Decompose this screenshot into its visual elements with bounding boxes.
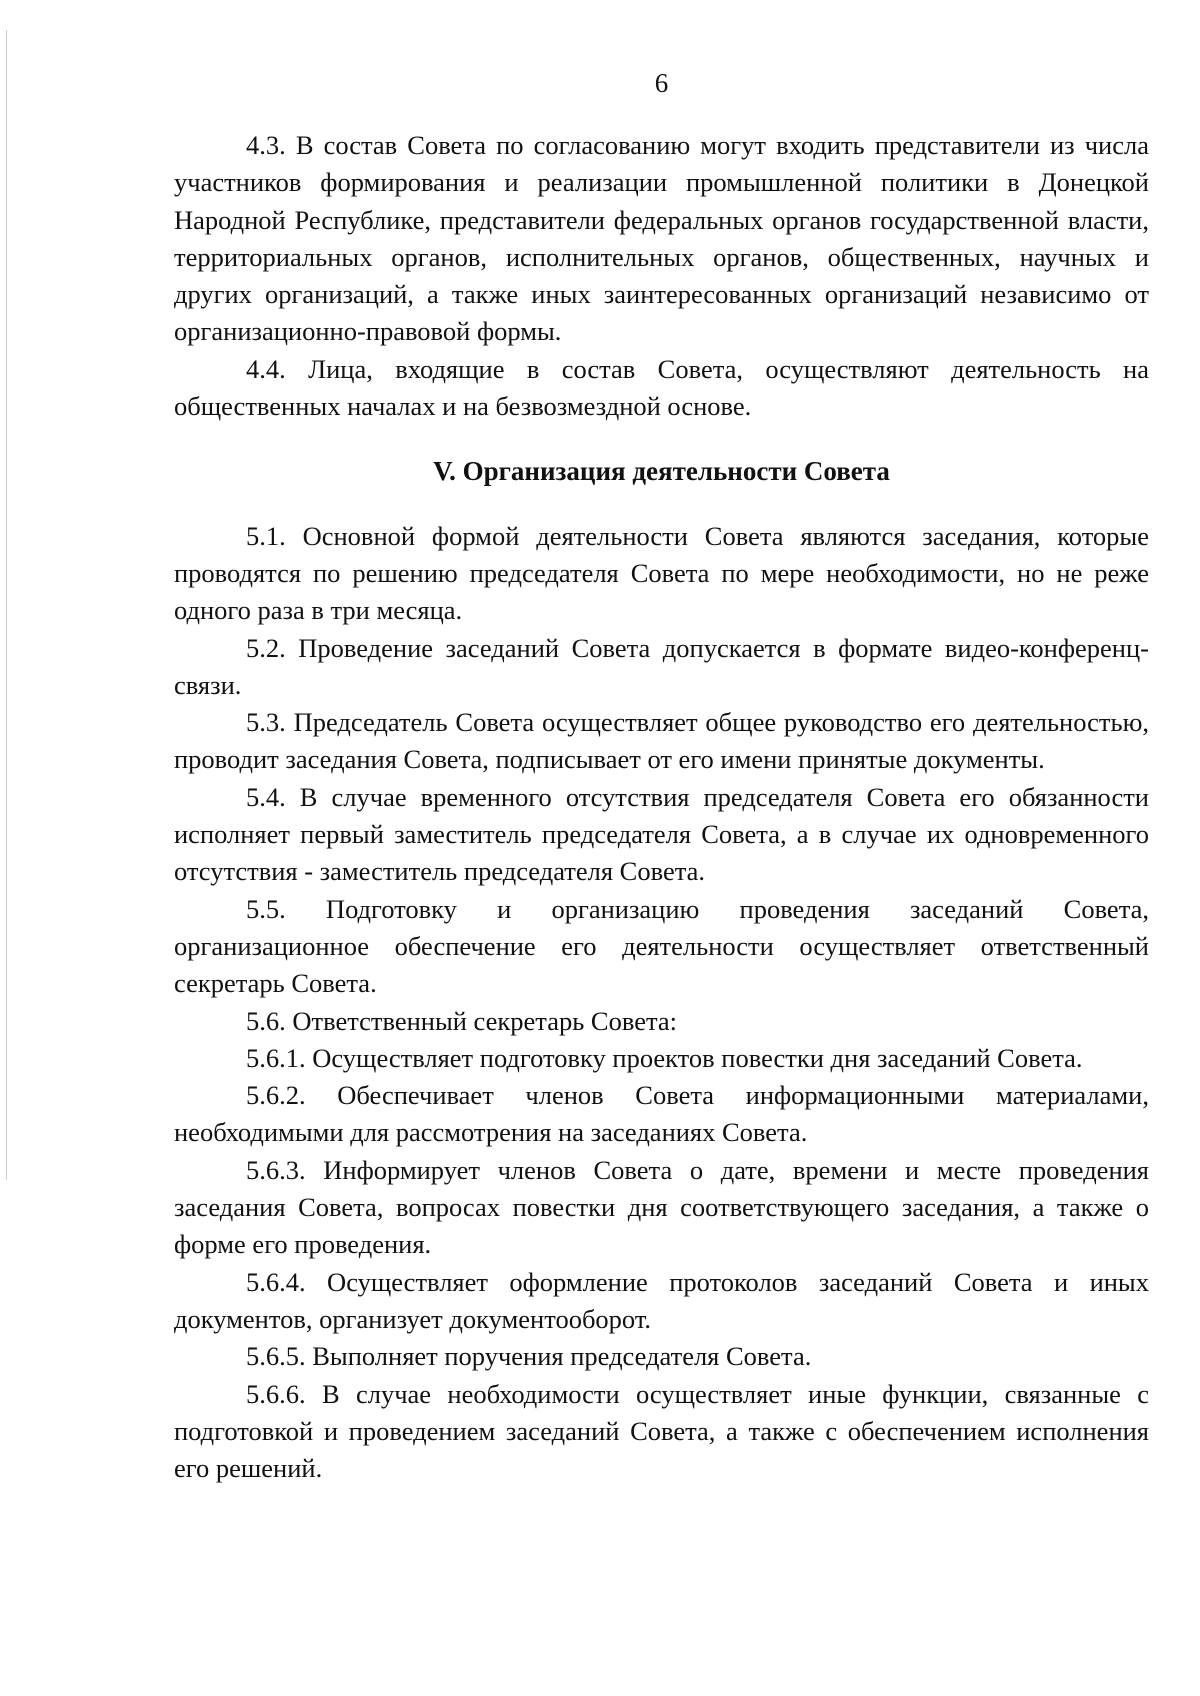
paragraph-5-6-2: 5.6.2. Обеспечивает членов Совета информационными материалами, необходимыми для рассмотрения на заседаниях Совета. (174, 1080, 1149, 1148)
paragraph-5-6: 5.6. Ответственный секретарь Совета: (246, 1005, 677, 1036)
paragraph-5-3: 5.3. Председатель Совета осуществляет общее руководство его деятельностью, проводит заседания Совета, подписывает от его имени принятые документы. (174, 707, 1149, 775)
paragraph-5-6-5: 5.6.5. Выполняет поручения председателя Совета. (246, 1341, 812, 1372)
paragraph-5-1: 5.1. Основной формой деятельности Совета являются заседания, которые проводятся по решению председателя Совета по мере необходимости, но не реже одного раза в три месяца. (174, 520, 1149, 626)
paragraph-5-6-4: 5.6.4. Осуществляет оформление протоколов заседаний Совета и иных документов, организует документооборот. (174, 1266, 1149, 1334)
section-heading: V. Организация деятельности Совета (433, 456, 890, 487)
scan-edge-line (6, 30, 7, 1180)
paragraph-5-6-3: 5.6.3. Информирует членов Совета о дате, времени и месте проведения заседания Совета, вопросах повестки дня соответствующего заседания, а также о форме его проведения. (174, 1154, 1149, 1260)
paragraph-5-5: 5.5. Подготовку и организацию проведения заседаний Совета, организационное обеспечение его деятельности осуществляет ответственный секретарь Совета. (174, 893, 1149, 999)
paragraph-4-3: 4.3. В состав Совета по согласованию могут входить представители из числа участников формирования и реализации промышленной политики в Донецкой Народной Республике, представители федеральных органов государственной власти, территориальных органов, исполнительных органов, общественных, научных и других организаций, а также иных заинтересованных организаций независимо от организационно-правовой формы. (174, 130, 1149, 347)
page-number: 6 (654, 68, 669, 98)
paragraph-5-6-1: 5.6.1. Осуществляет подготовку проектов повестки дня заседаний Совета. (246, 1042, 1083, 1073)
paragraph-5-4: 5.4. В случае временного отсутствия председателя Совета его обязанности исполняет первый заместитель председателя Совета, а в случае их одновременного отсутствия - заместитель председателя Совета. (174, 781, 1149, 887)
document-body (174, 127, 1149, 1487)
paragraph-5-6-6: 5.6.6. В случае необходимости осуществляет иные функции, связанные с подготовкой и проведением заседаний Совета, а также с обеспечением исполнения его решений. (174, 1378, 1149, 1484)
paragraph-5-2: 5.2. Проведение заседаний Совета допускается в формате видео-конференц-связи. (174, 632, 1149, 700)
paragraph-4-4: 4.4. Лица, входящие в состав Совета, осуществляют деятельность на общественных началах и на безвозмездной основе. (174, 353, 1149, 422)
